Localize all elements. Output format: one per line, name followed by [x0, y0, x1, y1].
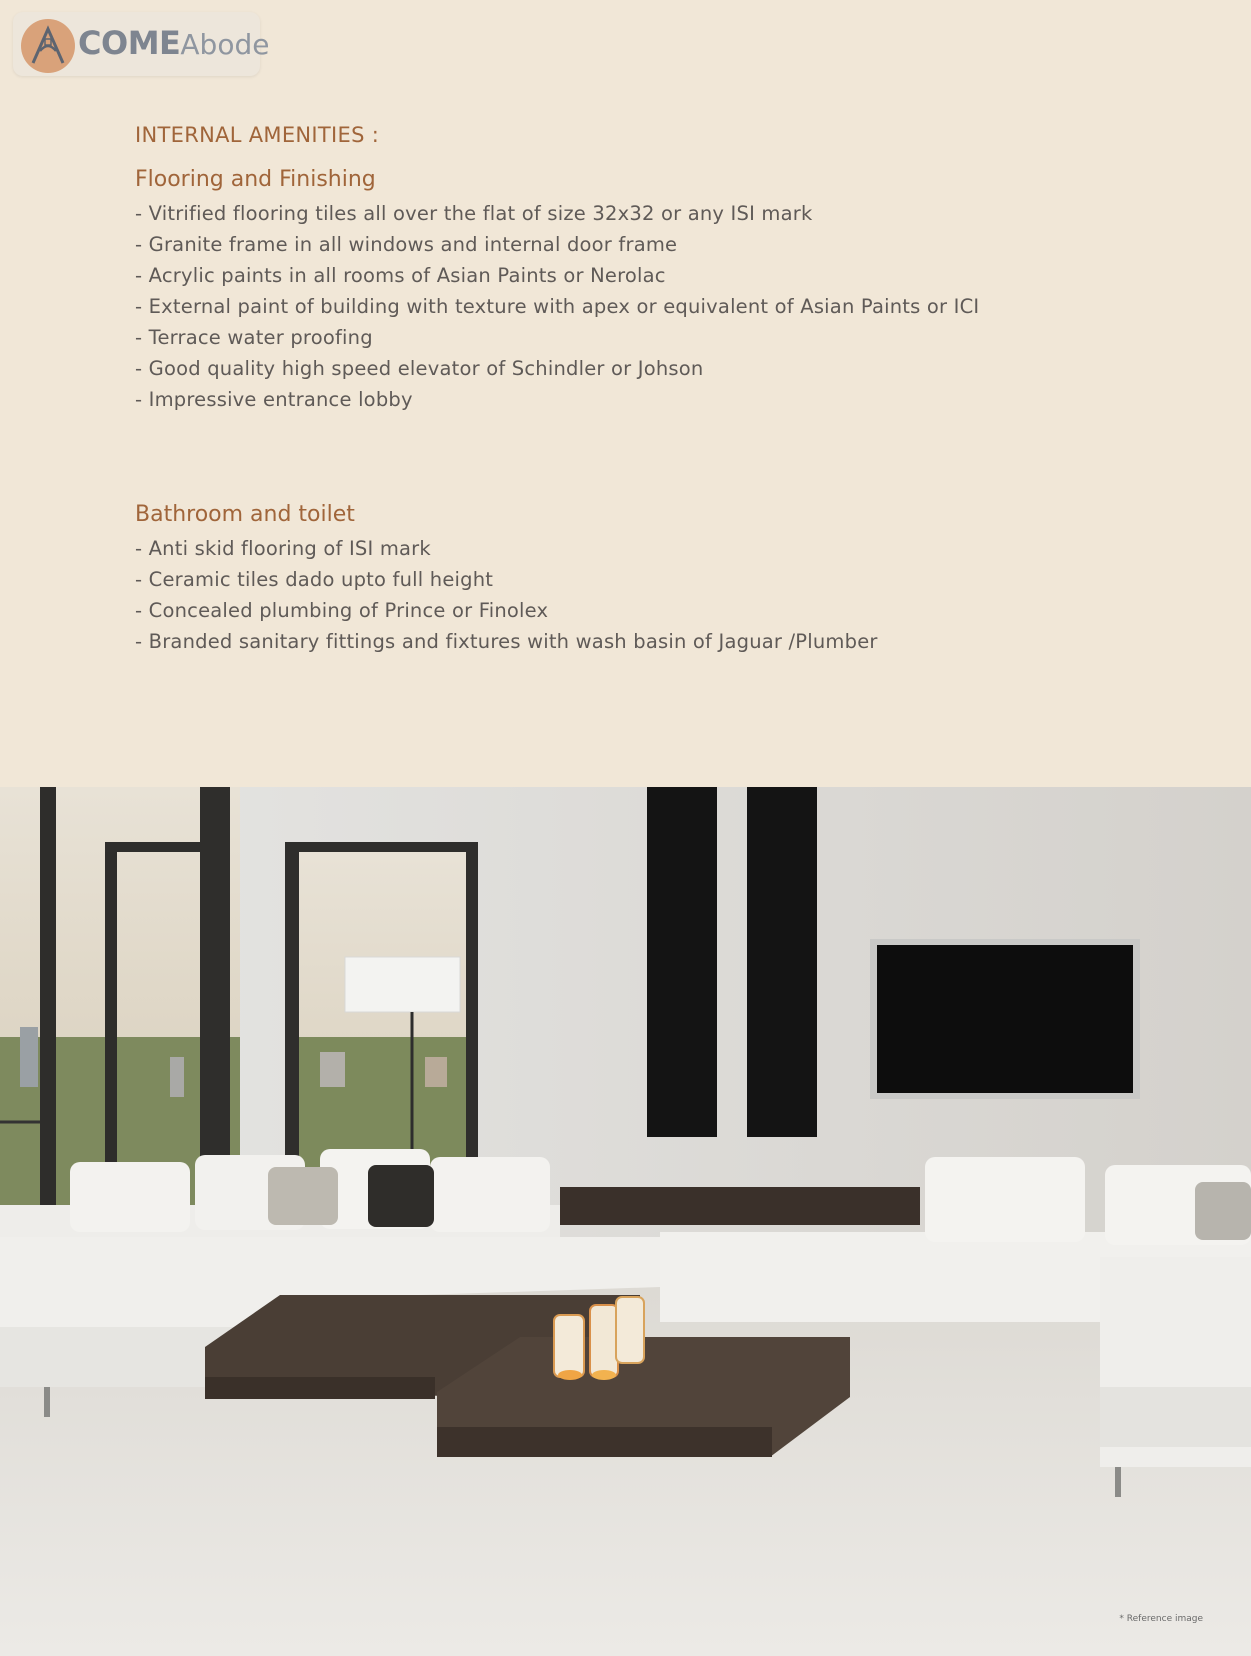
section-title-flooring: Flooring and Finishing — [135, 167, 376, 192]
list-item: - Terrace water proofing — [135, 322, 979, 353]
list-item: - Acrylic paints in all rooms of Asian Paints or Nerolac — [135, 260, 979, 291]
brand-light: Abode — [180, 28, 270, 61]
bathroom-list — [135, 533, 878, 657]
brand-bold: COME — [78, 24, 181, 62]
list-item: - Anti skid flooring of ISI mark — [135, 533, 878, 564]
brand-wordmark — [78, 23, 269, 65]
reference-image-note: * Reference image — [1119, 1614, 1203, 1624]
list-item: - Vitrified flooring tiles all over the flat of size 32x32 or any ISI mark — [135, 198, 979, 229]
list-item: - Concealed plumbing of Prince or Finolex — [135, 595, 878, 626]
list-item: - Good quality high speed elevator of Schindler or Johson — [135, 353, 979, 384]
house-compass-icon — [19, 17, 77, 75]
list-item: - Ceramic tiles dado upto full height — [135, 564, 878, 595]
flooring-list — [135, 198, 979, 415]
page-heading: INTERNAL AMENITIES : — [135, 123, 380, 147]
living-room-photo — [0, 787, 1251, 1656]
brand-logo[interactable] — [13, 12, 270, 76]
list-item: - External paint of building with texture with apex or equivalent of Asian Paints or ICI — [135, 291, 979, 322]
section-title-bathroom: Bathroom and toilet — [135, 502, 355, 527]
list-item: - Impressive entrance lobby — [135, 384, 979, 415]
list-item: - Granite frame in all windows and internal door frame — [135, 229, 979, 260]
list-item: - Branded sanitary fittings and fixtures with wash basin of Jaguar /Plumber — [135, 626, 878, 657]
